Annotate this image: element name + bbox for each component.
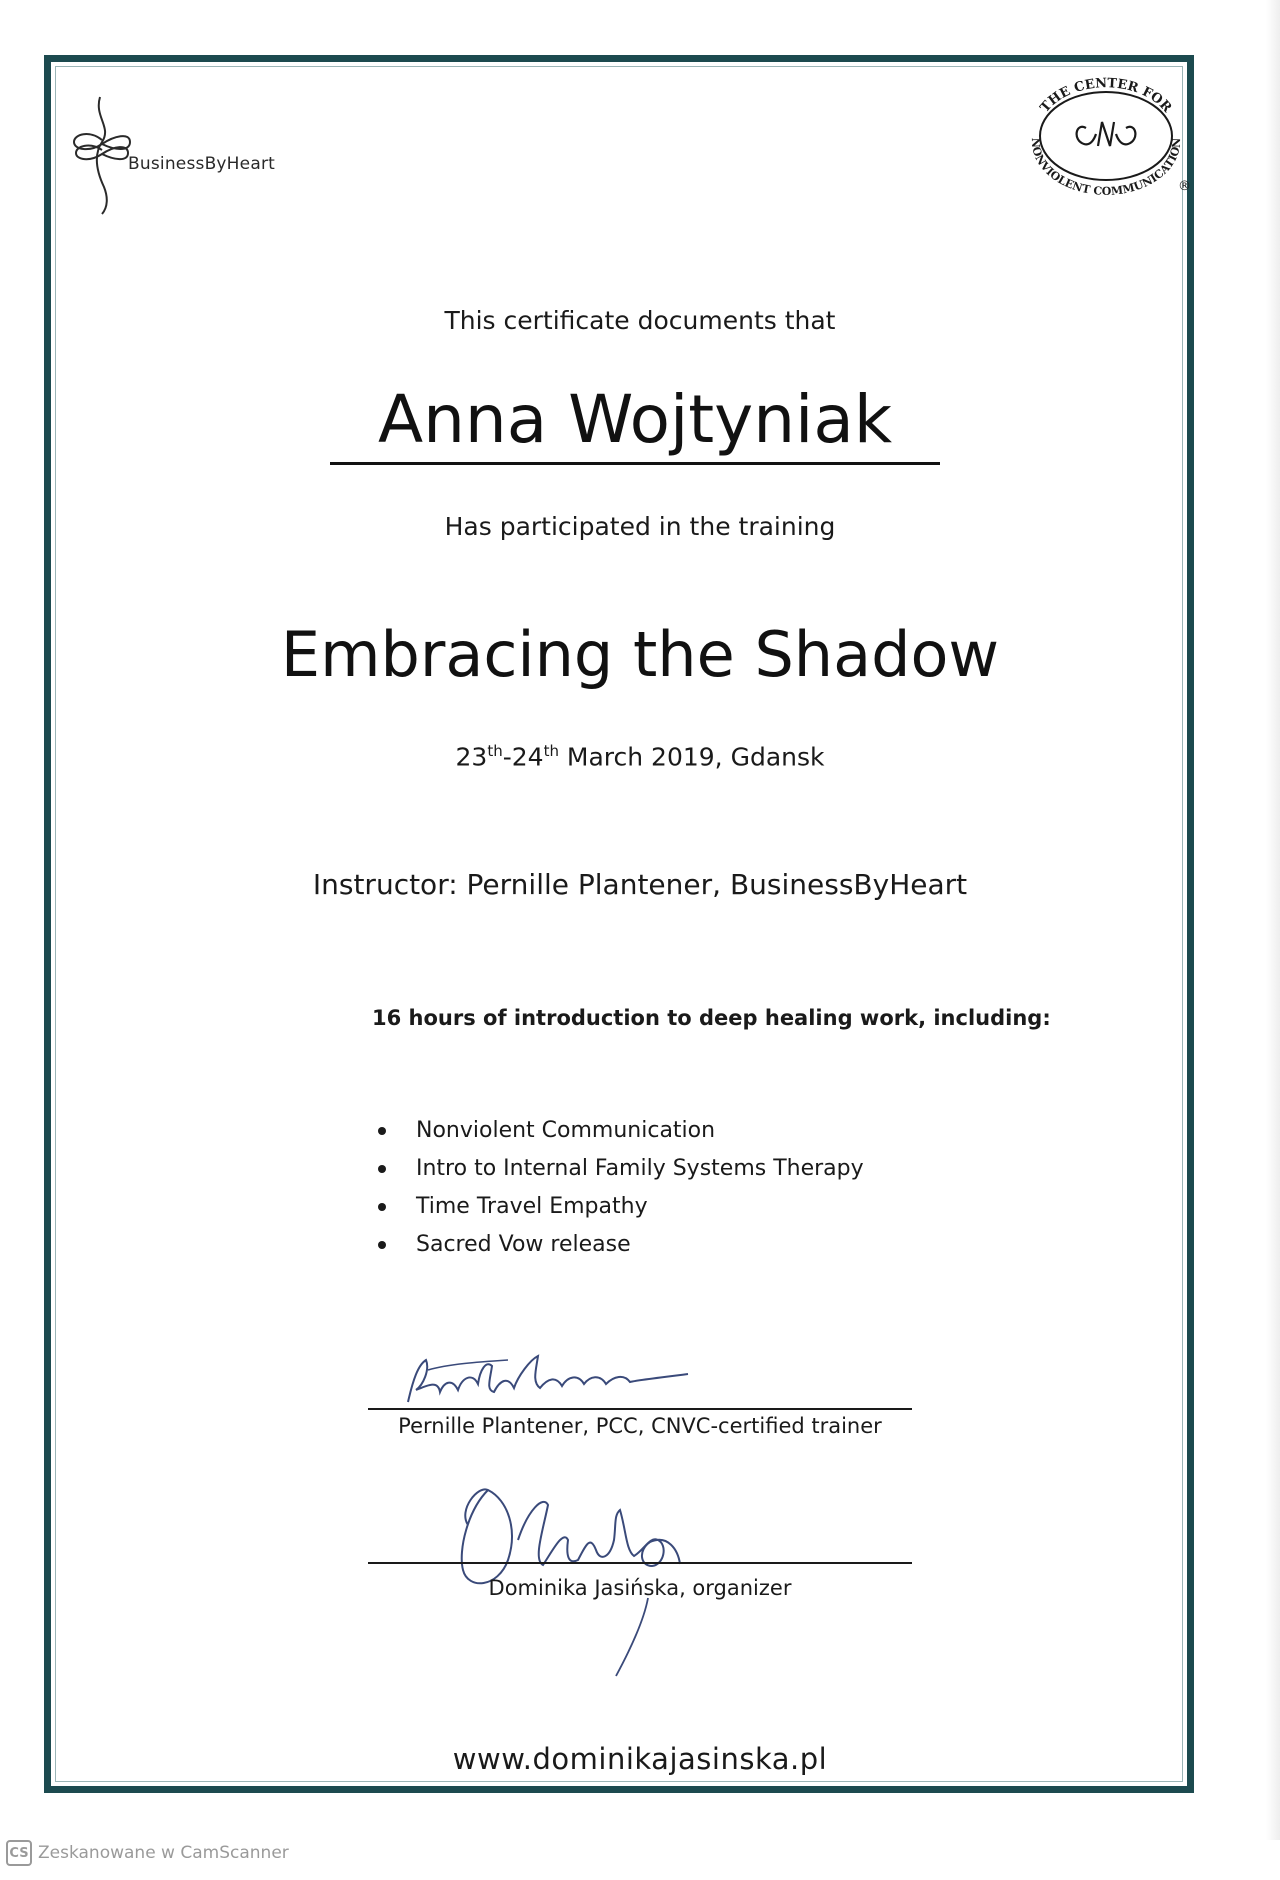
signature-line-instructor bbox=[368, 1408, 912, 1410]
svg-text:NONVIOLENT COMMUNICATION bbox=[1029, 138, 1183, 198]
cnvc-logo-top-text: THE CENTER FOR bbox=[1037, 76, 1175, 116]
signature-block-organizer bbox=[368, 1470, 912, 1690]
topics-list bbox=[376, 1112, 864, 1264]
camscanner-watermark bbox=[6, 1838, 289, 1868]
cnvc-logo-bottom-text: NONVIOLENT COMMUNICATION bbox=[1028, 137, 1184, 198]
website-url: www.dominikajasinska.pl bbox=[452, 1742, 828, 1776]
date-month-location: March 2019, Gdansk bbox=[558, 742, 825, 772]
list-item: Intro to Internal Family Systems Therapy bbox=[376, 1150, 864, 1188]
certificate-intro: This certificate documents that bbox=[444, 306, 836, 335]
registered-mark: ® bbox=[1178, 179, 1191, 194]
signature-block-instructor bbox=[368, 1340, 912, 1450]
camscanner-icon: CS bbox=[6, 1840, 32, 1866]
recipient-name: Anna Wojtyniak bbox=[330, 378, 940, 465]
businessbyheart-logo bbox=[72, 92, 282, 217]
training-date bbox=[0, 742, 1280, 771]
signature-caption-organizer: Dominika Jasińska, organizer bbox=[488, 1576, 792, 1600]
cnvc-logo bbox=[1010, 70, 1195, 205]
handwritten-signature-instructor bbox=[368, 1340, 912, 1410]
cnvc-emblem-icon bbox=[1077, 122, 1136, 146]
list-item: Nonviolent Communication bbox=[376, 1112, 864, 1150]
list-item: Time Travel Empathy bbox=[376, 1188, 864, 1226]
camscanner-label: Zeskanowane w CamScanner bbox=[38, 1843, 289, 1863]
businessbyheart-logo-text: BusinessByHeart bbox=[128, 154, 276, 174]
date-separator: - bbox=[502, 742, 512, 772]
instructor-line: Instructor: Pernille Plantener, BusinessByHeart bbox=[312, 868, 968, 901]
participated-text: Has participated in the training bbox=[444, 512, 836, 541]
date-start-suffix: th bbox=[487, 742, 503, 760]
list-item: Sacred Vow release bbox=[376, 1226, 864, 1264]
hours-summary: 16 hours of introduction to deep healing work, including: bbox=[372, 1006, 1051, 1030]
date-end-suffix: th bbox=[543, 742, 559, 760]
date-start-day: 23 bbox=[455, 742, 488, 772]
signature-caption-instructor: Pernille Plantener, PCC, CNVC-certified trainer bbox=[398, 1414, 882, 1438]
page-edge-shadow bbox=[1266, 0, 1280, 1840]
signature-line-organizer bbox=[368, 1562, 912, 1564]
training-title: Embracing the Shadow bbox=[280, 618, 1000, 691]
svg-text:THE CENTER FOR bbox=[1038, 76, 1175, 116]
date-end-day: 24 bbox=[511, 742, 544, 772]
